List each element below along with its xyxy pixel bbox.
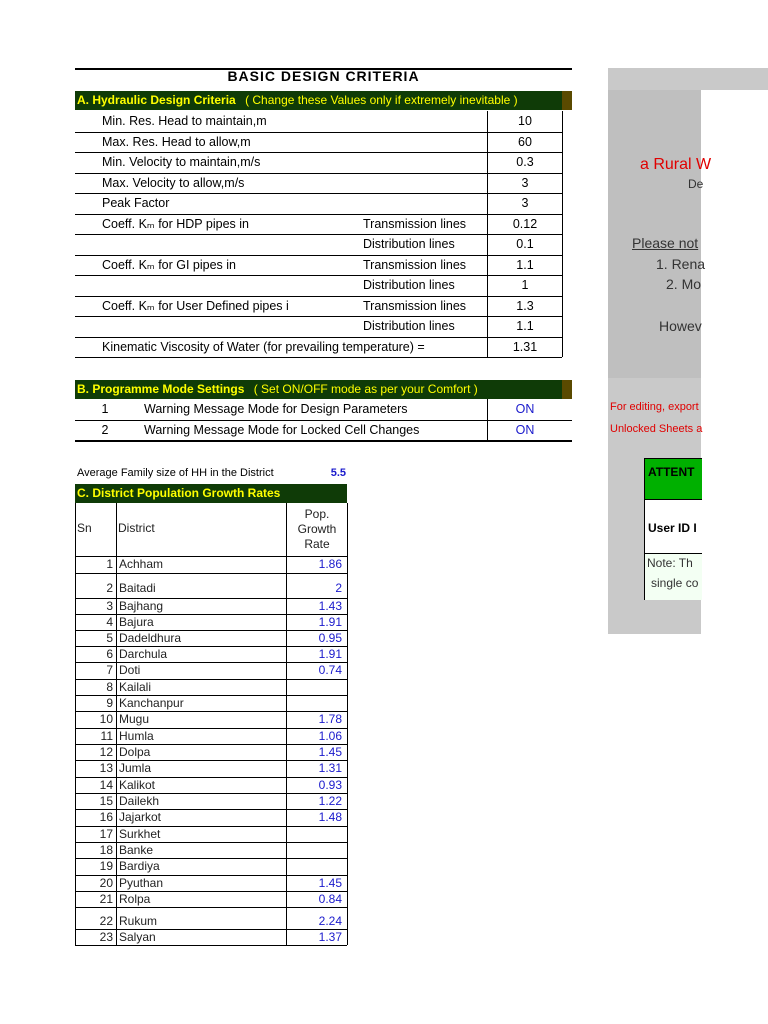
attention-label: ATTENT [648,465,695,479]
attention-box [644,458,702,600]
side-however: Howev [659,318,702,334]
criteria-label: Max. Velocity to allow,m/s [102,175,245,190]
side-red-note-2: Unlocked Sheets a [610,423,703,435]
criteria-label: Min. Velocity to maintain,m/s [102,155,261,169]
district-name: Humla [119,729,154,743]
district-name: Kanchanpur [119,696,184,710]
side-panel-inner [608,90,704,378]
district-number: 22 [99,914,113,928]
user-id-label: User ID I [648,521,697,535]
district-growth-rate[interactable]: 1.91 [318,647,342,661]
district-number: 1 [106,557,113,571]
table-right-rule [347,503,348,945]
district-growth-rate[interactable]: 2.24 [318,914,342,928]
criteria-label: Min. Res. Head to maintain,m [102,114,267,128]
district-growth-rate[interactable]: 1.43 [318,599,342,613]
criteria-value[interactable]: 1.1 [516,319,534,333]
district-name: Bardiya [119,859,160,873]
criteria-row [75,296,562,316]
district-number: 14 [99,778,113,792]
district-number: 6 [106,647,113,661]
district-number: 13 [99,761,113,775]
sn-col-rule [116,503,117,945]
value-col-right-rule [562,111,563,357]
value-col-rule [487,399,488,440]
mode-row [75,420,572,440]
section-c-header: C. District Population Growth Rates [75,484,347,503]
section-b-note: ( Set ON/OFF mode as per your Comfort ) [253,382,478,396]
district-name: Surkhet [119,827,161,841]
criteria-label: Coeff. Kₘ for User Defined pipes i [102,298,289,313]
criteria-sublabel: Transmission lines [363,216,467,231]
criteria-label: Max. Res. Head to allow,m [102,134,251,149]
district-growth-rate[interactable]: 0.93 [318,778,342,792]
section-a-endcap [562,91,572,110]
criteria-row [75,132,562,152]
district-growth-rate[interactable]: 1.91 [318,615,342,629]
criteria-row [75,316,562,336]
district-number: 8 [106,680,113,694]
district-number: 3 [106,599,113,613]
attention-note-area [645,553,702,600]
col-header-rate-2: Growth [297,522,337,536]
district-number: 20 [99,876,113,890]
mode-number: 2 [101,422,109,437]
attention-header [645,459,702,499]
col-header-rate-1: Pop. [304,507,330,521]
district-number: 5 [106,631,113,645]
district-name: Bajura [119,615,154,629]
family-size-label: Average Family size of HH in the District [77,467,274,479]
criteria-value[interactable]: 1.3 [516,298,534,313]
side-item-1: 1. Rena [656,256,706,272]
criteria-row [75,255,562,275]
mode-toggle-value[interactable]: ON [515,402,535,416]
district-growth-rate[interactable]: 0.74 [318,663,342,677]
criteria-value[interactable]: 3 [521,175,529,190]
section-a-note: ( Change these Values only if extremely inevitable ) [245,93,518,107]
mode-label: Warning Message Mode for Locked Cell Changes [144,422,420,437]
mode-toggle-value[interactable]: ON [515,422,535,437]
district-name: Banke [119,843,154,857]
district-number: 16 [99,810,113,824]
section-a-header [75,91,572,110]
district-growth-rate[interactable]: 1.06 [318,729,342,743]
table-left-rule [75,503,76,945]
criteria-value[interactable]: 1 [521,278,529,292]
district-name: Baitadi [119,581,156,595]
district-name: Jumla [119,761,152,775]
district-name: Dadeldhura [119,631,182,645]
col-header-rate-3: Rate [304,537,330,551]
criteria-value[interactable]: 0.3 [516,155,534,169]
district-growth-rate[interactable]: 1.45 [318,745,342,759]
district-number: 12 [99,745,113,759]
district-number: 4 [106,615,113,629]
criteria-label: Kinematic Viscosity of Water (for prevailing temperature) = [102,339,425,354]
district-name: Mugu [119,712,150,726]
district-name: Dolpa [119,745,151,759]
criteria-sublabel: Transmission lines [363,257,467,272]
side-red-note-1: For editing, export [610,401,699,413]
criteria-value[interactable]: 1.31 [512,339,538,354]
criteria-value[interactable]: 0.12 [512,216,538,231]
side-item-2: 2. Mo [666,276,702,292]
district-number: 15 [99,794,113,808]
district-name: Kalikot [119,778,156,792]
section-b-endcap [562,380,572,399]
criteria-row [75,337,562,357]
district-number: 19 [99,859,113,873]
district-growth-rate[interactable]: 1.86 [318,557,342,571]
district-growth-rate[interactable]: 2 [335,581,342,595]
criteria-row [75,193,562,213]
criteria-row [75,234,562,254]
district-name: Rolpa [119,892,151,906]
mode-row [75,399,572,419]
district-name: Bajhang [119,599,164,613]
section-b-header [75,380,572,399]
district-name: Pyuthan [119,876,164,890]
criteria-label: Coeff. Kₘ for GI pipes in [102,257,237,272]
criteria-sublabel: Distribution lines [363,237,455,251]
district-number: 21 [99,892,113,906]
district-name: Rukum [119,914,158,928]
rate-col-rule [286,503,287,945]
district-growth-rate[interactable]: 0.95 [318,631,342,645]
district-growth-rate[interactable]: 1.45 [318,876,342,890]
district-number: 7 [106,663,113,677]
value-col-left-rule [487,111,488,357]
criteria-label: Peak Factor [102,196,170,210]
section-b-label: B. Programme Mode Settings [77,382,245,396]
district-number: 2 [106,581,113,595]
district-growth-rate[interactable]: 1.78 [318,712,342,726]
district-growth-rate[interactable]: 1.31 [318,761,342,775]
criteria-sublabel: Distribution lines [363,278,455,292]
attention-note-1: Note: Th [647,556,693,570]
district-number: 11 [100,729,113,743]
criteria-label: Coeff. Kₘ for HDP pipes in [102,216,249,231]
side-panel-blank [701,90,768,378]
criteria-sublabel: Distribution lines [363,319,455,333]
section-a-label: A. Hydraulic Design Criteria [77,93,236,107]
district-growth-rate[interactable]: 1.22 [318,794,342,808]
row-rule [75,945,347,946]
district-name: Darchula [119,647,168,661]
row-rule [75,357,562,358]
district-number: 23 [99,930,113,944]
col-header-sn: Sn [77,521,92,535]
col-header-district: District [118,521,155,535]
side-title-red: a Rural W [640,156,712,173]
criteria-value[interactable]: 10 [518,114,532,128]
district-name: Kailali [119,680,152,694]
district-number: 18 [99,843,113,857]
mode-number: 1 [101,402,109,416]
district-growth-rate[interactable]: 1.37 [318,930,342,944]
district-number: 17 [99,827,113,841]
criteria-sublabel: Transmission lines [363,298,467,313]
row-rule [75,440,572,442]
criteria-value[interactable]: 1.1 [516,257,534,272]
mode-label: Warning Message Mode for Design Parameters [144,402,408,416]
district-name: Achham [119,557,164,571]
district-name: Dailekh [119,794,160,808]
criteria-row [75,173,562,193]
criteria-row [75,111,562,131]
family-size-value[interactable]: 5.5 [330,467,346,479]
district-name: Doti [119,663,141,677]
criteria-row [75,152,562,172]
criteria-row [75,275,562,295]
district-growth-rate[interactable]: 1.48 [318,810,342,824]
side-subtitle: De [688,177,704,191]
criteria-value[interactable]: 60 [518,134,532,149]
attention-note-2: single co [651,576,699,590]
district-number: 9 [106,696,113,710]
criteria-value[interactable]: 0.1 [516,237,534,251]
criteria-row [75,214,562,234]
district-name: Salyan [119,930,156,944]
page-title: BASIC DESIGN CRITERIA [227,68,420,84]
district-growth-rate[interactable]: 0.84 [318,892,342,906]
district-name: Jajarkot [119,810,162,824]
criteria-value[interactable]: 3 [521,196,529,210]
district-number: 10 [99,712,113,726]
side-please-note: Please not [632,235,699,251]
